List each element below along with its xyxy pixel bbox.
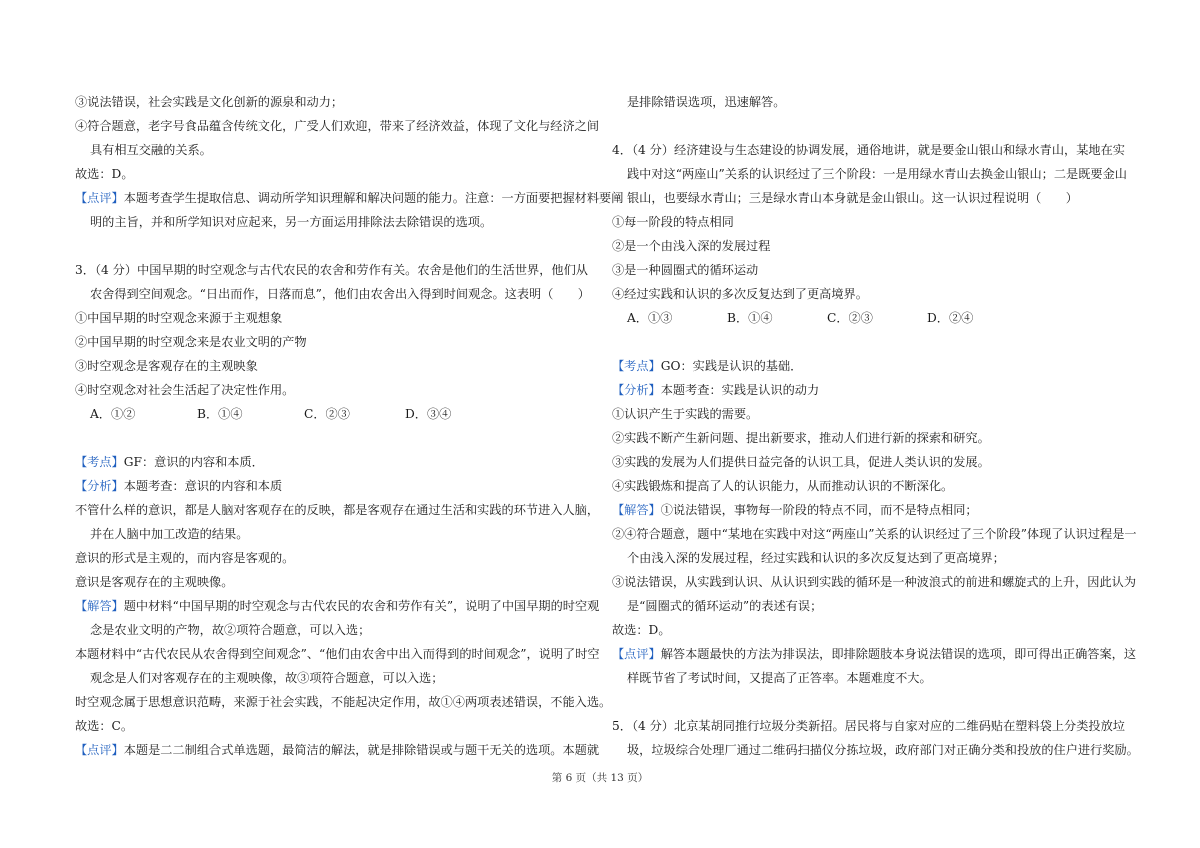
answer-options (612, 306, 1132, 330)
fenxi-tag: 【分析】 (75, 479, 124, 493)
comment-text: 解答本题最快的方法为排误法，即排除题肢本身说法错误的选项，即可得出正确答案，这 (660, 647, 1137, 661)
fenxi-text: 本题考查：实践是认识的动力 (660, 383, 820, 397)
statement-4: ④时空观念对社会生活起了决定性作用。 (75, 383, 295, 397)
question-4-stem: 践中对这“两座山”关系的认识经过了三个阶段：一是用绿水青山去换金山银山；二是既要金山 (627, 167, 1127, 181)
option-c: C．②③ (304, 407, 350, 421)
option-c: C．②③ (827, 311, 873, 325)
kaodian-text: GO：实践是认识的基础． (660, 359, 803, 373)
question-4-stem: 4．（4 分）经济建设与生态建设的协调发展，通俗地讲，就是要金山银山和绿水青山，某地在实 (612, 143, 1125, 157)
jieda-tag: 【解答】 (612, 503, 661, 517)
comment-text: 本题考查学生提取信息、调动所学知识理解和解决问题的能力。注意：一方面要把握材料要阐 (123, 191, 624, 205)
statement-2: ②是一个由浅入深的发展过程 (612, 239, 771, 253)
text-line: ②④符合题意，题中“某地在实践中对这“两座山”关系的认识经过了三个阶段”体现了认识过程是一 (612, 527, 1137, 541)
statement-1: ①每一阶段的特点相同 (612, 215, 734, 229)
text-line: 故选：D。 (75, 167, 134, 181)
text-line: 故选：C。 (75, 719, 134, 733)
option-b: B．①④ (727, 311, 773, 325)
fenxi-line (75, 474, 545, 498)
text-line: 本题材料中“古代农民从农舍得到空间观念”、“他们由农舍中出入而得到的时间观念”，说明了时空 (75, 647, 600, 661)
comment-line (612, 642, 1137, 666)
kaodian-tag: 【考点】 (612, 359, 661, 373)
option-a: A．①③ (627, 311, 673, 325)
text-line: 具有相互交融的关系。 (90, 143, 212, 157)
statement-3: ③时空观念是客观存在的主观映象 (75, 359, 258, 373)
fenxi-text: 本题考查：意识的内容和本质 (123, 479, 283, 493)
text-line: 样既节省了考试时间，又提高了正答率。本题难度不大。 (627, 671, 932, 685)
option-d: D．②④ (927, 311, 974, 325)
kaodian-line (75, 450, 545, 474)
text-line: 是“圆圈式的循环运动”的表述有误； (627, 599, 823, 613)
option-b: B．①④ (197, 407, 243, 421)
text-line: 是排除错误选项，迅速解答。 (627, 95, 786, 109)
text-line: ②实践不断产生新问题、提出新要求，推动人们进行新的探索和研究。 (612, 431, 990, 445)
question-3-stem: 3．（4 分）中国早期的时空观念与古代农民的农舍和劳作有关。农舍是他们的生活世界，他们从 (75, 263, 588, 277)
text-line: 时空观念属于思想意识范畴，来源于社会实践，不能起决定作用，故①④两项表述错误，不能入选。 (75, 695, 612, 709)
comment-tag: 【点评】 (612, 647, 661, 661)
option-a: A．①② (90, 407, 136, 421)
statement-4: ④经过实践和认识的多次反复达到了更高境界。 (612, 287, 868, 301)
question-3-stem: 农舍得到空间观念。“日出而作，日落而息”，他们由农舍出入得到时间观念。这表明（ ） (90, 287, 590, 301)
text-line: 意识的形式是主观的，而内容是客观的。 (75, 551, 295, 565)
question-4-stem: 银山，也要绿水青山；三是绿水青山本身就是金山银山。这一认识过程说明（ ） (627, 191, 1078, 205)
question-5-stem: 圾，垃圾综合处理厂通过二维码扫描仪分拣垃圾，政府部门对正确分类和投放的住户进行奖励。 (627, 743, 1139, 757)
fenxi-tag: 【分析】 (612, 383, 661, 397)
jieda-text: ①说法错误，事物每一阶段的特点不同，而不是特点相同； (660, 503, 978, 517)
text-line: ④符合题意，老字号食品蕴含传统文化，广受人们欢迎，带来了经济效益，体现了文化与经济之间 (75, 119, 600, 133)
left-column (75, 90, 624, 762)
statement-2: ②中国早期的时空观念来是农业文明的产物 (75, 335, 307, 349)
fenxi-line (612, 378, 1132, 402)
kaodian-tag: 【考点】 (75, 455, 124, 469)
kaodian-line (612, 354, 1132, 378)
right-column (612, 90, 1139, 762)
text-line: 明的主旨，并和所学知识对应起来，另一方面运用排除法去除错误的选项。 (90, 215, 493, 229)
comment-line (75, 186, 624, 210)
page-number-footer: 第 6 页（共 13 页） (551, 772, 649, 784)
comment-text: 本题是二二制组合式单选题，最简洁的解法，就是排除错误或与题干无关的选项。本题就 (123, 743, 600, 757)
text-line: 意识是客观存在的主观映像。 (75, 575, 234, 589)
jieda-tag: 【解答】 (75, 599, 124, 613)
jieda-line (75, 594, 600, 618)
jieda-line (612, 498, 1132, 522)
question-5-stem: 5．（4 分）北京某胡同推行垃圾分类新招。居民将与自家对应的二维码贴在塑料袋上分类投放垃 (612, 719, 1125, 733)
text-line: ④实践锻炼和提高了人的认识能力，从而推动认识的不断深化。 (612, 479, 954, 493)
option-d: D．③④ (405, 407, 452, 421)
jieda-text: 题中材料“中国早期的时空观念与古代农民的农舍和劳作有关”，说明了中国早期的时空观 (123, 599, 600, 613)
comment-tag: 【点评】 (75, 743, 124, 757)
text-line: 观念是人们对客观存在的主观映像，故③项符合题意，可以入选； (90, 671, 444, 685)
comment-line (75, 738, 600, 762)
text-line: ①认识产生于实践的需要。 (612, 407, 759, 421)
text-line: 念是农业文明的产物，故②项符合题意，可以入选； (90, 623, 371, 637)
text-line: 个由浅入深的发展过程，经过实践和认识的多次反复达到了更高境界； (627, 551, 1005, 565)
text-line: ③说法错误，从实践到认识、从认识到实践的循环是一种波浪式的前进和螺旋式的上升，因此认为 (612, 575, 1137, 589)
kaodian-text: GF：意识的内容和本质． (123, 455, 264, 469)
answer-options (75, 402, 545, 426)
statement-1: ①中国早期的时空观念来源于主观想象 (75, 311, 283, 325)
text-line: 故选：D。 (612, 623, 671, 637)
text-line: ③说法错误，社会实践是文化创新的源泉和动力； (75, 95, 344, 109)
comment-tag: 【点评】 (75, 191, 124, 205)
text-line: 并在人脑中加工改造的结果。 (90, 527, 249, 541)
statement-3: ③是一种圆圈式的循环运动 (612, 263, 759, 277)
text-line: 不管什么样的意识，都是人脑对客观存在的反映，都是客观存在通过生活和实践的环节进入人脑， (75, 503, 600, 517)
text-line: ③实践的发展为人们提供日益完备的认识工具，促进人类认识的发展。 (612, 455, 990, 469)
